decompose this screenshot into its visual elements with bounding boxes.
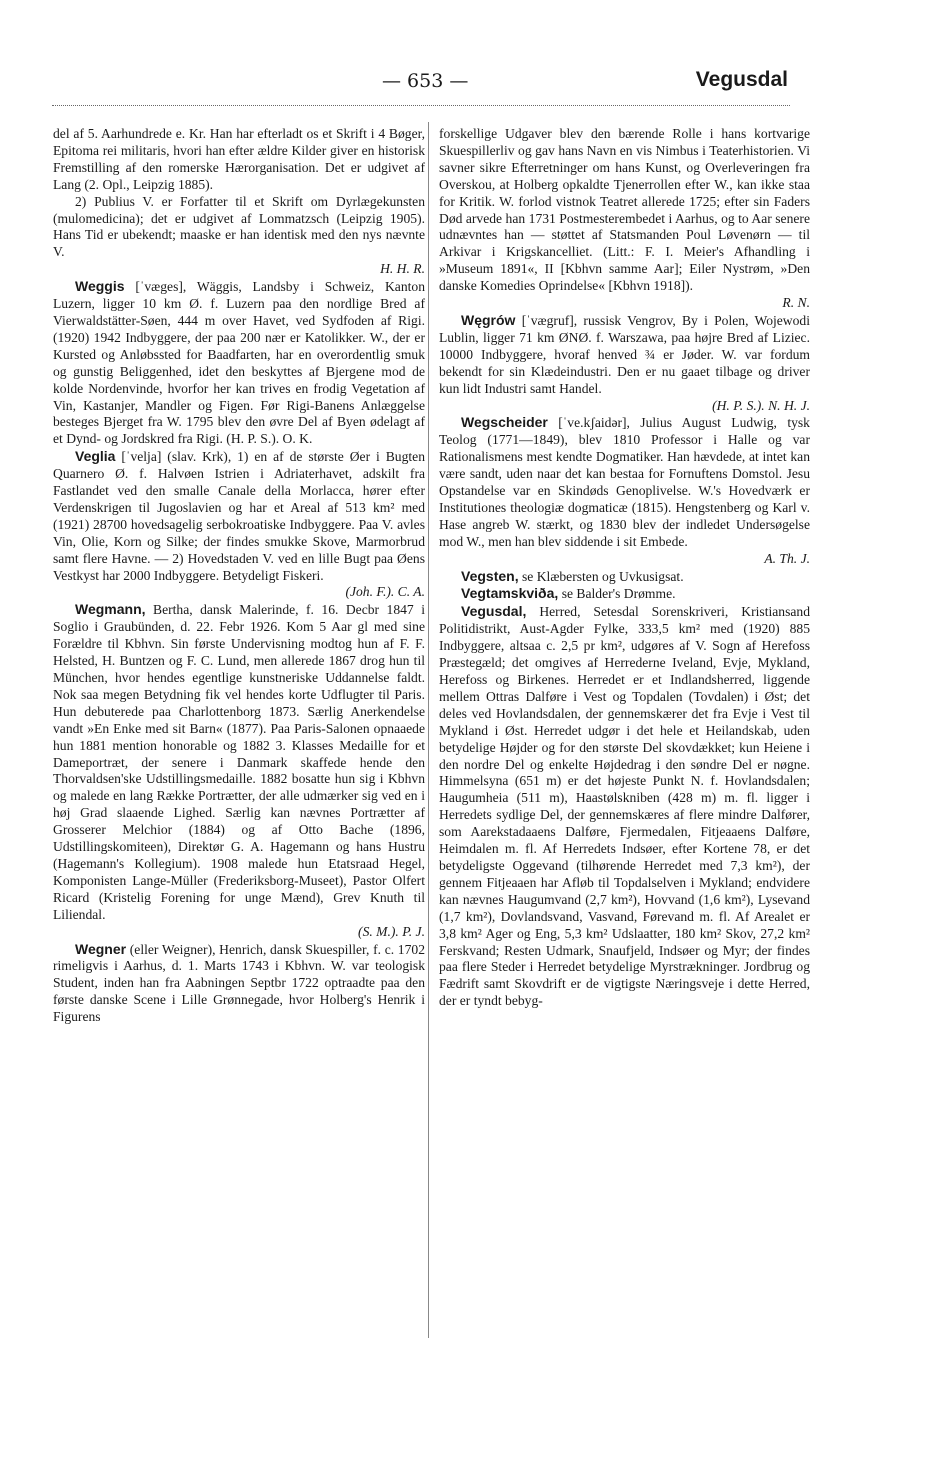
headword: Vegusdal, [461,603,527,620]
headword: Veglia [75,448,116,465]
entry-continuation: forskellige Udgaver blev den bærende Rolle i hans kortvarige Skuespillerliv og gav hans Navn en vis Nimbus i Teaterhistorien. Vi savner sikre Efterretninger om hans Kunst, og Overleveringen fra Overskou, at Holberg opkaldte Tjenerrollen efter W., kan ikke staa for Kritik. W. forlod vistnok Teatret allerede 1725; efter sin Faders Død arvede han 1731 Postmesterembedet i Aarhus, og to Aar senere udnævntes han — støttet af Statsmanden Poul Løvenørn — til Arkivar i Krigskancelliet. (Litt.: F. I. Meier's Afhandling i »Museum 1891«, II [Kbhvn samme Aar]; Eiler Nystrøm, »Den danske Komedies Oprindelse« [Kbhvn 1918]). R. N. [439,126,810,311]
entry-vegusdal: Vegusdal, Herred, Setesdal Sorenskriveri, Kristiansand Politidistrikt, Aust-Agder Fylke, 333,5 km² med (1920) 885 Indbyggere, altsaa c. 2,5 pr km², udgøres af V. Sogn af Herefoss Præstegæld; det omgives af Herrederne Iveland, Evje, Mykland, Herefoss og Birkenes. Herredet er et Indlandsherred, liggende mellem Ottras Dalføre i Vest og Topdalen (Tovdalen) i Øst; det deles ved Hovlandsdalen, der gennemskærer det fra Evje i Vest til Mykland i Øst. Herredet udgør i det hele et Heilandskab, uden betydelige Højder og for den største Del skovdækket; kun Heiene i den nordre Del og enkelte Højdedrag i den søndre Del er nøgne. Himmelsyna (651 m) er det højeste Punkt N. f. Hovlandsdalen; Haugumheia (511 m), Haastølskniben (428 m) m. fl. ligger i Herredets sydlige Del, der gennemskæres af flere mindre Dalfører, som Aarekstadaaens Dalføre, Fjermedalen, Fitjeaaens Dalføre, Heimdalen m. fl. Af Herredets Indsøer, efter Kortene 78, er det betydeligste Oggevand (tilhørende Herredet med 7,3 km²), der gennem Fitjeaaen har Afløb til Topdalselven i Mykland; endvidere kan nævnes Haugumvand (2,7 km²), Hovvand (1,6 km²), Lysevand (1,7 km²), Dovlandsvand, Vasvand, Førevand m. fl. Af Arealet er 3,8 km² Ager og Eng, 5,3 km² Udslaatter, 180 km² Skov, 27,2 km² Ferskvand; Resten Udmark, Snaufjeld, Indsøer og Myr; der findes paa flere Steder i Herredet betydelige Myrstrækninger. Jordbrug og Fædrift samt Skovdrift er de vigtigste Næringsveje i dette Herred, der er tyndt bebyg- [439,603,810,1009]
author-signature: H. H. R. [380,261,425,277]
left-column [53,126,425,1026]
page-number: — 653 — [382,70,469,92]
entry-wegmann: Wegmann, Bertha, dansk Malerinde, f. 16. Decbr 1847 i Soglio i Graubünden, d. 22. Febr 1926. Kom 5 Aar gl med sine Forældre til Kbhvn. Sin første Undervisning modtog hun af F. F. Helsted, H. Buntzen og F. C. Lund, men allerede 1867 drog hun til München, hvor hendes egentlige kunstneriske Uddannelse faldt. Nok saa megen Betydning fik vel hendes korte Udflugter til Paris. Hun debuterede paa Charlottenborg 1873. Særlig Anerkendelse vandt »En Enke med sit Barn« (1877). Paa Paris-Salonen opnaaede hun 1881 mention honorable og 1882 3. Klasses Medaille for et Dameportræt, der senere i Danmark skaffede hende den Thorvaldsen'ske Udstillingsmedaille. 1882 bosatte hun sig i Kbhvn og malede en lang Række Portrætter, der alle udmærker sig ved en i høj Grad slaaende Lighed. Særlig kan nævnes Portrætter af Grosserer Melchior (1884) og af Otto Bache (1896, Udstillingskomiteen), Direktør G. A. Hagemann og hans Hustru (Hagemann's Kollegium). 1908 malede hun Etatsraad Hegel, Komponisten Lange-Müller (Frederiksborg-Museet), Pastor Olfert Ricard (Kristelig Forening for unge Mænd), Grev Knuth til Liliendal. (S. M.). P. J. [53,601,425,939]
page-header [52,70,788,100]
headword: Vegsten, [461,567,519,584]
headword: Wegscheider [461,414,548,431]
headword: Wegner [75,940,127,957]
entry-vegtamskvida: Vegtamskviða, se Balder's Drømme. [461,585,676,602]
author-signature: (Joh. F.). C. A. [345,584,425,600]
author-signature: A. Th. J. [764,550,810,566]
headword: Węgrów [461,311,516,328]
entry-paragraph: 2) Publius V. er Forfatter til et Skrift om Dyrlægekunsten (mulomedicina); det er udgivet af Lommatzsch (Leipzig 1905). Hans Tid er ubekendt; maaske er han identisk med den nys nævnte V. H. H. R. [53,193,425,277]
header-rule [52,105,790,106]
headword: Wegmann, [75,601,146,618]
column-divider [428,122,429,1338]
author-signature: (S. M.). P. J. [358,923,425,939]
entry-veglia: Veglia [ˈvelja] (slav. Krk), 1) en af de største Øer i Bugten Quarnero Ø. f. Halvøen Istrien i Adriaterhavet, adskilt fra Fastlandet ved den smalle Canale della Morlacca, hører efter Verdenskrigen til Jugoslavien og har et Areal af 513 km² med (1921) 28700 hovedsagelig serbokroatiske Indbyggere. Paa V. avles Vin, Olie, Korn og Silke; der findes smukke Skove, Marmorbrud samt flere Havne. — 2) Hovedstaden V. ved en lille Bugt paa Øens Vestkyst har 2000 Indbyggere. Betydeligt Fiskeri. (Joh. F.). C. A. [53,448,425,600]
right-column [439,126,810,1010]
entry-vegsten: Vegsten, se Klæbersten og Uvkusigsat. [461,567,684,584]
author-signature: R. N. [782,295,810,311]
entry-weggis: Weggis [ˈvæges], Wäggis, Landsby i Schweiz, Kanton Luzern, ligger 10 km Ø. f. Luzern paa den nordlige Bred af Vierwaldstätter-Søen, 444 m over Havet, ved Sydfoden af Rigi. (1920) 1942 Indbyggere, der paa 200 nær er Katolikker. W., der er Kursted og Anløbssted for Baadfarten, har en overordentlig smuk og gunstig Beliggenhed, idet den beskyttes af Bjergene mod de kolde Nordenvinde, hvorfor her kan trives en frodig Vegetation af Vin, Kastanjer, Mandler og Figen. Før Rigi-Banens Anlæggelse besteges Bjerget fra W. 1795 blev den øvre Del af Byen ødelagt af et Dynd- og Jordskred fra Rigi. (H. P. S.). O. K. [53,278,425,447]
headword: Weggis [75,278,125,295]
running-head: Vegusdal [695,68,788,91]
entry-wegrow: Węgrów [ˈvægruf], russisk Vengrov, By i Polen, Wojewodi Lublin, ligger 71 km ØNØ. f. Warszawa, paa højre Bred af Liziec. 10000 Indbyggere, hvoraf henved ¾ er Jøder. W. var fordum bekendt for sin Klædeindustri. Den er nu gaaet tilbage og driver kun lidt Industri samt Handel. (H. P. S.). N. H. J. [439,311,810,413]
entry-wegscheider: Wegscheider [ˈve.kʃaidər], Julius August Ludwig, tysk Teolog (1771—1849), blev 1810 Professor i Halle og var Rationalismens mest kendte Dogmatiker. Han hævdede, at intet kan være sandt, uden naar det kan bestaa for Fornuftens Domstol. Jesu Opstandelse var en Skindøds Genoplivelse. W.'s Hovedværk er Institutiones theologiæ dogmaticæ (1815). Hengstenberg og Karl v. Hase angreb W. stærkt, og 1830 blev der indledet Undersøgelse mod W., men han blev siddende i sit Embede. A. Th. J. [439,414,810,566]
headword: Vegtamskviða, [461,585,559,602]
entry-wegner: Wegner (eller Weigner), Henrich, dansk Skuespiller, f. c. 1702 rimeligvis i Aarhus, d. 1. Marts 1743 i Kbhvn. W. var teologisk Student, inden han fra Aabningen Septbr 1722 optraadte paa den første danske Scene i Lille Grønnegade, hvor Holberg's Henrik i Figurens [53,940,425,1025]
entry-continuation: del af 5. Aarhundrede e. Kr. Han har efterladt os et Skrift i 4 Bøger, Epitoma rei militaris, hvori han efter ældre Kilder giver en historisk Fremstilling af den romerske Hærorganisation. Det er udgivet af Lang (2. Opl., Leipzig 1885). [53,126,425,192]
author-signature: (H. P. S.). N. H. J. [712,397,810,413]
